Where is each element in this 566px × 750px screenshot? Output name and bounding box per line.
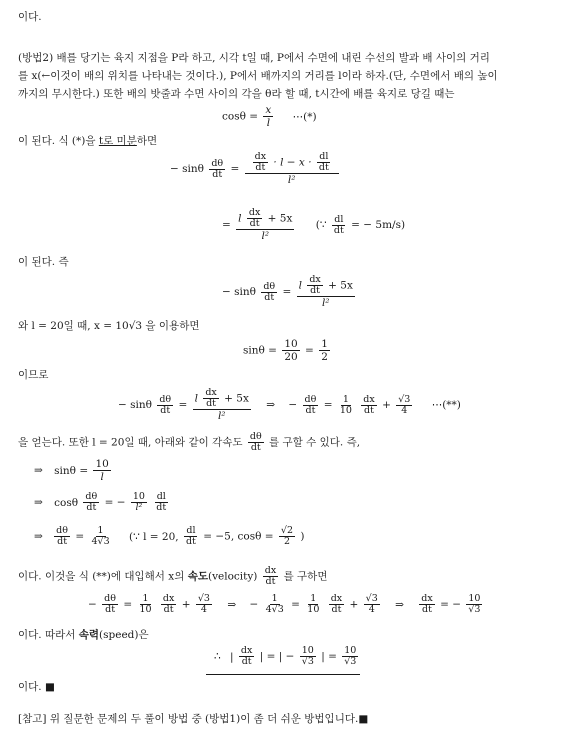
denominator: 2: [321, 351, 328, 363]
fraction: [161, 594, 176, 615]
math-text: − sinθ: [118, 399, 152, 411]
denominator: dt: [422, 604, 432, 615]
math-text: =: [178, 399, 188, 411]
denominator: dt: [212, 168, 223, 180]
numerator: 10: [284, 338, 298, 350]
math-text: =: [75, 530, 85, 543]
numerator: 1: [271, 593, 278, 604]
fraction-main: [245, 152, 339, 186]
math-text: ): [300, 530, 305, 543]
denominator: dt: [163, 604, 174, 615]
fraction: [248, 432, 264, 453]
denominator: dt: [185, 536, 196, 547]
text-line: 이다. ■: [18, 681, 55, 693]
denominator: dt: [105, 604, 116, 615]
fraction: [419, 594, 434, 615]
equation-tag: ⋯(**): [431, 399, 461, 411]
text-line: [18, 566, 327, 587]
math-text: ⇒: [266, 399, 276, 411]
math-text: ⇒: [395, 598, 404, 611]
math-text: =: [323, 399, 333, 411]
numerator: √3: [398, 393, 411, 405]
denominator: dt: [305, 404, 316, 416]
numerator: 10: [468, 593, 481, 604]
numerator: dθ: [211, 157, 224, 169]
underlined-text: t로 미분: [98, 135, 137, 147]
text-line: 이므로: [18, 369, 49, 381]
numerator: √3: [365, 593, 378, 604]
text-line: [18, 628, 149, 642]
denominator: 4: [401, 404, 408, 416]
numerator: dx: [421, 593, 433, 604]
fraction: [154, 492, 168, 513]
fraction: [83, 492, 99, 513]
fraction: [342, 646, 358, 667]
numerator: 1: [321, 338, 328, 350]
numerator: dl: [156, 491, 166, 502]
text-line: 까지의 무시한다.) 또한 배의 밧줄과 수면 사이의 각을 θ라 할 때, t시간에 배를 육지로 당길 때는: [18, 88, 455, 100]
math-text: +: [349, 598, 359, 611]
numerator: dl: [334, 213, 344, 225]
bold-text: 속력: [78, 629, 100, 641]
fraction: [261, 282, 277, 303]
fraction: [303, 395, 319, 416]
fraction: [137, 594, 153, 615]
math-text: = −: [440, 598, 462, 611]
denominator: dt: [364, 404, 374, 416]
note-label: [참고]: [18, 713, 47, 725]
fraction: [300, 646, 316, 667]
fraction: [253, 152, 268, 173]
equation-derivative-3: [222, 275, 357, 309]
fraction: [102, 594, 118, 615]
fraction: [239, 646, 254, 667]
denominator: dt: [160, 404, 171, 416]
math-text: + 5x: [224, 392, 249, 405]
equation-derivative-1: [170, 152, 341, 186]
fraction: [131, 492, 147, 513]
equation-double-star: [118, 388, 461, 422]
math-text: − sinθ: [170, 163, 204, 175]
math-text: =: [123, 598, 133, 611]
numerator: √2: [280, 525, 294, 536]
denominator: 4: [200, 604, 207, 615]
math-text: ⇒: [227, 598, 237, 611]
numerator: 10: [95, 458, 109, 470]
math-text: ⇒: [34, 496, 43, 509]
numerator: 1: [142, 593, 149, 604]
text-segment: 하면: [136, 135, 158, 147]
denominator: l²: [261, 230, 270, 242]
math-text: −: [88, 598, 97, 611]
fraction: [319, 338, 330, 363]
fraction: [263, 566, 278, 587]
fraction: [364, 594, 380, 615]
denominator: dt: [250, 442, 261, 453]
equation-sin: [243, 338, 332, 363]
fraction: [466, 594, 482, 615]
text-line: [18, 134, 157, 148]
denominator: dt: [249, 218, 260, 229]
denominator: dt: [310, 285, 320, 296]
denominator: l: [100, 471, 104, 483]
denominator: 10: [307, 604, 320, 615]
fraction: [317, 152, 331, 173]
math-text: +: [382, 399, 391, 411]
math-text: ⇒: [34, 530, 43, 543]
denominator: dt: [57, 536, 68, 547]
denominator: dt: [206, 398, 216, 409]
denominator: 10: [139, 604, 152, 615]
math-text: =: [305, 344, 314, 357]
equation-step-2: [34, 492, 170, 513]
math-text: =: [230, 163, 240, 175]
denominator: dt: [241, 656, 252, 667]
equation-derivative-2: [222, 208, 405, 242]
numerator: dθ: [104, 593, 116, 604]
numerator: dx: [205, 387, 217, 398]
equation-step-1: [34, 458, 113, 483]
bold-text: 속도: [187, 570, 208, 583]
denominator: l²: [217, 410, 226, 422]
denominator: dt: [318, 162, 329, 173]
math-text: l: [194, 392, 198, 405]
math-text: l: [298, 279, 302, 292]
text-segment: 이 된다. 식 (*)을: [18, 135, 96, 147]
numerator: dx: [264, 565, 277, 576]
fraction-main: [236, 208, 294, 242]
fraction: [54, 526, 70, 547]
text-line: [18, 432, 360, 453]
text-line: [18, 712, 368, 726]
denominator: √3: [344, 656, 357, 667]
denominator: 4√3: [265, 604, 284, 615]
numerator: 1: [97, 525, 104, 536]
denominator: 4√3: [91, 536, 110, 547]
text-segment: 이다. 이것을 식 (**)에 대입해서 x의: [18, 570, 185, 583]
fraction: [338, 395, 354, 416]
math-text: =: [282, 286, 292, 298]
fraction: [329, 594, 344, 615]
math-text: = − 5m/s): [351, 219, 406, 231]
math-text: = −: [104, 496, 126, 509]
fraction: [157, 395, 173, 416]
math-text: =: [291, 598, 300, 611]
math-text: cosθ =: [222, 110, 259, 123]
math-text: +: [181, 598, 191, 611]
denominator: dt: [156, 502, 167, 513]
math-text: =: [222, 219, 231, 231]
fraction: [89, 526, 111, 547]
fraction: [332, 215, 346, 236]
fraction: [196, 594, 212, 615]
fraction: [396, 395, 412, 416]
numerator: dθ: [304, 393, 317, 405]
equation-cos: [222, 104, 317, 129]
denominator: 2: [283, 536, 290, 547]
denominator: l²: [287, 174, 296, 186]
numerator: dx: [162, 593, 175, 604]
text-segment: (velocity): [208, 570, 258, 583]
numerator: dl: [319, 151, 329, 162]
fraction: [93, 458, 110, 483]
math-text: (∵ l = 20,: [128, 530, 179, 543]
math-text: = | −: [266, 650, 295, 663]
text-segment: 위 질문한 문제의 두 풀이 방법 중 (방법1)이 좀 더 쉬운 방법입니다.■: [46, 713, 369, 725]
numerator: dx: [330, 593, 343, 604]
numerator: dx: [363, 393, 375, 405]
numerator: dx: [309, 274, 321, 285]
math-text: ∴: [214, 650, 221, 663]
math-text: −: [288, 399, 298, 411]
math-text: sinθ =: [243, 344, 277, 357]
text-segment: 를 구할 수 있다. 즉,: [269, 436, 361, 449]
numerator: [297, 275, 355, 297]
denominator: √3: [468, 604, 481, 615]
numerator: dθ: [249, 431, 262, 442]
text-segment: (speed)은: [99, 629, 149, 641]
answer-underline: [206, 674, 360, 675]
fraction: [282, 338, 299, 363]
denominator: l: [266, 117, 271, 129]
math-text: l: [238, 212, 242, 225]
text-segment: 이다. 따라서: [18, 629, 76, 641]
denominator: √3: [301, 656, 314, 667]
numerator: dx: [240, 645, 253, 656]
numerator: [245, 152, 339, 174]
math-text: = −5, cosθ =: [203, 530, 274, 543]
math-text: · l − x ·: [273, 156, 312, 169]
equation-tag: ⋯(*): [292, 110, 317, 123]
equation-step-3: [34, 526, 304, 547]
fraction-main: [193, 388, 251, 422]
numerator: dx: [248, 207, 261, 218]
numerator: dx: [254, 151, 267, 162]
fraction: [209, 159, 225, 180]
fraction: [263, 104, 273, 129]
numerator: √3: [197, 593, 210, 604]
fraction: [264, 594, 286, 615]
denominator: 20: [284, 351, 298, 363]
numerator: 10: [301, 645, 314, 656]
numerator: dθ: [85, 491, 98, 502]
denominator: l²: [321, 297, 330, 309]
denominator: dt: [331, 604, 342, 615]
numerator: dl: [186, 525, 196, 536]
denominator: dt: [333, 224, 344, 236]
numerator: 1: [310, 593, 317, 604]
math-text: (∵: [315, 219, 327, 231]
denominator: 4: [368, 604, 375, 615]
math-text: | =: [321, 650, 337, 663]
fraction: [247, 208, 262, 229]
numerator: x: [265, 104, 272, 116]
numerator: [193, 388, 251, 410]
numerator: [236, 208, 294, 230]
text-segment: 를 구하면: [283, 570, 328, 583]
math-text: ⇒: [34, 464, 43, 477]
numerator: dθ: [159, 393, 172, 405]
math-text: − sinθ: [222, 286, 256, 298]
text-line: 이 된다. 즉: [18, 256, 69, 268]
fraction: [305, 594, 321, 615]
math-text: + 5x: [328, 279, 353, 292]
text-segment: 을 얻는다. 또한 l = 20일 때, 아래와 같이 각속도: [18, 436, 243, 449]
text-line: 와 l = 20일 때, x = 10√3 을 이용하면: [18, 320, 200, 332]
fraction: [279, 526, 295, 547]
numerator: 10: [344, 645, 357, 656]
numerator: dθ: [56, 525, 68, 536]
numerator: 10: [132, 491, 145, 502]
equation-speed: ∴ | $\frac{dx}{dt}$ | = | − $\frac{10}{√3}$ | = $\frac{10}{√3}$: [214, 645, 357, 667]
fraction-main: [297, 275, 355, 309]
fraction: [361, 395, 376, 416]
math-text: sinθ =: [54, 464, 89, 477]
fraction: [203, 388, 218, 409]
text-line: (방법2) 배를 당기는 육지 지점을 P라 하고, 시각 t일 때, P에서 수면에 내린 수선의 발과 배 사이의 거리: [18, 52, 490, 64]
equation-velocity: [88, 594, 484, 615]
denominator: dt: [264, 291, 275, 303]
math-text: + 5x: [267, 212, 293, 225]
denominator: dt: [265, 576, 276, 587]
numerator: 1: [342, 393, 349, 405]
denominator: l²: [135, 502, 143, 513]
denominator: dt: [255, 162, 266, 173]
text-line: 이다.: [18, 11, 42, 23]
math-text: cosθ: [54, 496, 79, 509]
fraction: [184, 526, 198, 547]
text-line: 를 x(←이것이 배의 위치를 나타내는 것이다.), P에서 배까지의 거리를 l이라 하자.(단, 수면에서 배의 높이: [18, 70, 498, 82]
math-text: −: [249, 598, 259, 611]
numerator: dθ: [263, 280, 276, 292]
fraction: [307, 275, 322, 296]
denominator: 10: [339, 404, 352, 416]
denominator: dt: [86, 502, 97, 513]
